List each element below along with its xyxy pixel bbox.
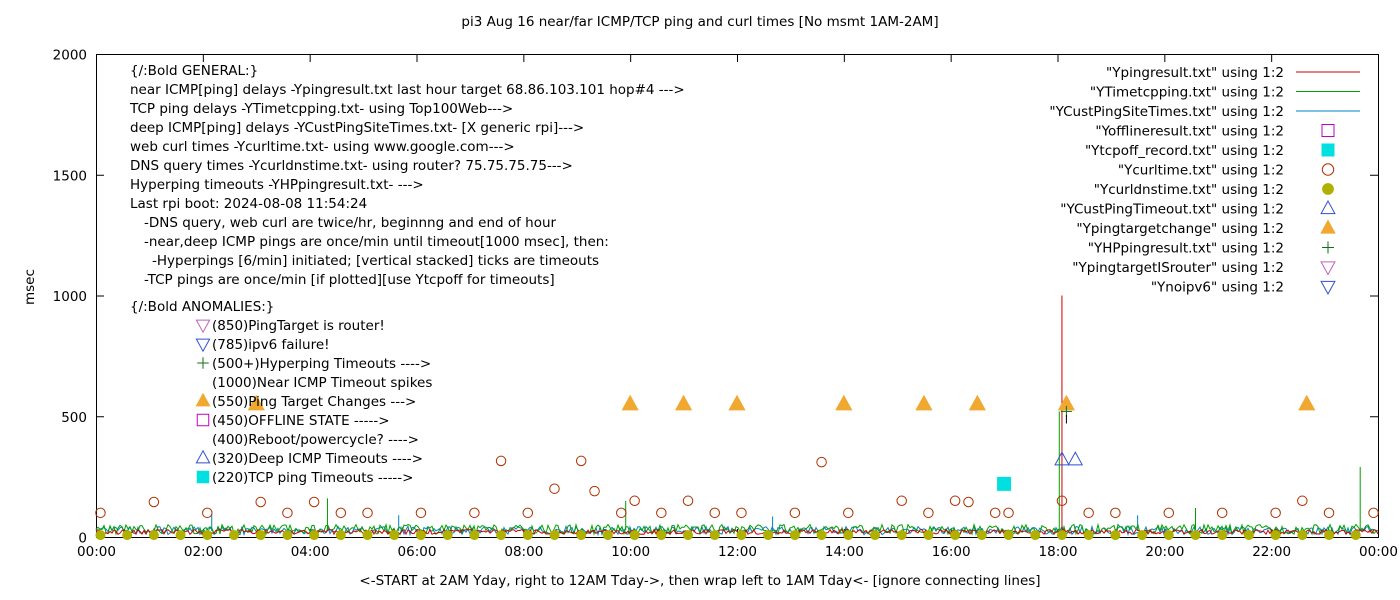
data-marker-circle-filled xyxy=(310,531,319,540)
data-marker-triangle-filled xyxy=(836,396,852,410)
y-tick-label: 2000 xyxy=(52,47,87,64)
annotation-general-line: web curl times -Ycurltime.txt- using www.google.com---> xyxy=(130,139,515,155)
annotation-general-line: deep ICMP[ping] delays -YCustPingSiteTimes.txt- [X generic rpi]---> xyxy=(130,120,585,136)
data-marker-circle-filled xyxy=(951,531,960,540)
legend-label: "YTimetcpping.txt" using 1:2 xyxy=(1089,84,1284,101)
data-marker-circle-open xyxy=(683,496,693,506)
x-tick-label: 04:00 xyxy=(290,544,330,560)
data-marker-circle-filled xyxy=(684,531,693,540)
data-marker-square-filled xyxy=(998,477,1011,490)
data-marker-circle-filled xyxy=(497,531,506,540)
data-marker-circle-filled xyxy=(870,531,879,540)
legend-label: "YHPpingresult.txt" using 1:2 xyxy=(1087,240,1284,257)
data-marker-circle-open xyxy=(550,484,560,494)
legend-label: "Ynoipv6" using 1:2 xyxy=(1150,279,1284,296)
data-marker-circle-filled xyxy=(1323,184,1334,195)
x-tick-label: 08:00 xyxy=(504,544,544,560)
data-marker-triangle-filled xyxy=(970,396,986,410)
data-marker-circle-open xyxy=(1271,508,1281,518)
legend-label: "Ypingresult.txt" using 1:2 xyxy=(1106,65,1284,81)
data-marker-circle-filled xyxy=(1031,531,1040,540)
data-marker-circle-open xyxy=(950,496,960,506)
data-marker-circle-filled xyxy=(924,531,933,540)
data-marker-circle-open xyxy=(523,508,533,518)
data-marker-triangle-open xyxy=(1068,452,1082,465)
data-marker-circle-filled xyxy=(203,531,212,540)
data-marker-circle-open xyxy=(496,456,506,466)
data-marker-circle-open xyxy=(1164,508,1174,518)
data-marker-circle-filled xyxy=(657,531,666,540)
data-marker-circle-filled xyxy=(1325,531,1334,540)
annotation-anomalies-header: {/:Bold ANOMALIES:} xyxy=(130,299,275,315)
data-marker-triangle-filled xyxy=(676,396,692,410)
data-marker-circle-filled xyxy=(630,531,639,540)
annotation-general-note: -DNS query, web curl are twice/hr, beginnng and end of hour xyxy=(144,215,557,231)
y-axis-label: msec xyxy=(22,269,38,305)
legend-label: "YCustPingSiteTimes.txt" using 1:2 xyxy=(1049,104,1284,120)
data-marker-circle-filled xyxy=(1084,531,1093,540)
data-marker-circle-filled xyxy=(416,531,425,540)
data-marker-circle-filled xyxy=(390,531,399,540)
y-tick-label: 1500 xyxy=(52,168,87,185)
data-marker-circle-open xyxy=(630,496,640,506)
annotation-general-note: -near,deep ICMP pings are once/min until timeout[1000 msec], then: xyxy=(144,234,609,250)
data-marker-circle-open xyxy=(790,508,800,518)
data-marker-circle-filled xyxy=(363,531,372,540)
data-marker-triangle-down-open xyxy=(196,339,209,351)
data-marker-circle-filled xyxy=(123,531,132,540)
data-marker-circle-filled xyxy=(897,531,906,540)
x-tick-label: 10:00 xyxy=(611,544,651,560)
x-tick-label: 00:00 xyxy=(1359,544,1398,560)
data-marker-circle-open xyxy=(617,508,627,518)
data-marker-circle-open xyxy=(1298,496,1308,506)
data-marker-circle-open xyxy=(309,497,319,507)
y-tick-label: 1000 xyxy=(52,289,87,305)
legend-label: "Ytcpoff_record.txt" using 1:2 xyxy=(1084,143,1284,159)
annotation-general-note: -Hyperpings [6/min] initiated; [vertical stacked] ticks are timeouts xyxy=(152,253,600,269)
data-marker-circle-open xyxy=(149,497,159,507)
data-marker-circle-filled xyxy=(523,531,532,540)
x-axis-label: <-START at 2AM Yday, right to 12AM Tday->, then wrap left to 1AM Tday<- [ignore connecting lines] xyxy=(359,573,1041,589)
data-marker-circle-open xyxy=(283,508,293,518)
legend-label: "Yofflineresult.txt" using 1:2 xyxy=(1095,123,1284,140)
data-marker-circle-filled xyxy=(96,531,105,540)
data-marker-circle-filled xyxy=(1057,531,1066,540)
data-marker-circle-filled xyxy=(1298,531,1307,540)
data-marker-square-open xyxy=(1322,125,1334,137)
data-marker-triangle-filled xyxy=(196,394,209,406)
data-marker-circle-open xyxy=(470,508,480,518)
data-marker-circle-open xyxy=(1084,508,1094,518)
legend-label: "Ycurldnstime.txt" using 1:2 xyxy=(1093,182,1284,198)
y-tick-label: 0 xyxy=(78,530,87,547)
data-marker-square-filled xyxy=(1322,144,1334,156)
data-marker-circle-open xyxy=(710,508,720,518)
data-marker-triangle-filled xyxy=(1299,396,1315,410)
data-marker-square-open xyxy=(197,414,209,426)
data-marker-circle-filled xyxy=(149,531,158,540)
data-marker-triangle-filled xyxy=(916,396,932,410)
x-tick-label: 06:00 xyxy=(397,544,437,560)
data-marker-plus xyxy=(1322,242,1334,254)
data-marker-circle-open xyxy=(1322,164,1333,175)
x-tick-label: 14:00 xyxy=(824,544,864,560)
data-marker-circle-open xyxy=(737,508,747,518)
data-marker-triangle-open xyxy=(1321,201,1335,214)
data-marker-circle-open xyxy=(897,496,907,506)
data-marker-circle-open xyxy=(576,456,586,466)
data-marker-circle-open xyxy=(1004,508,1014,518)
annotation-general-line: Hyperping timeouts -YHPpingresult.txt- ---> xyxy=(130,177,424,193)
annotation-anomaly-line: (320)Deep ICMP Timeouts ----> xyxy=(212,451,423,467)
annotation-anomaly-line: (450)OFFLINE STATE -----> xyxy=(212,413,390,429)
annotation-anomaly-line: (500+)Hyperping Timeouts ----> xyxy=(212,356,432,372)
annotation-general-line: TCP ping delays -YTimetcpping.txt- using Top100Web---> xyxy=(130,101,514,117)
data-marker-circle-filled xyxy=(1164,531,1173,540)
chart-title: pi3 Aug 16 near/far ICMP/TCP ping and curl times [No msmt 1AM-2AM] xyxy=(461,14,939,30)
x-tick-label: 22:00 xyxy=(1252,544,1292,560)
data-marker-triangle-down-open xyxy=(196,320,209,332)
data-marker-circle-filled xyxy=(550,531,559,540)
annotation-general-header: {/:Bold GENERAL:} xyxy=(130,63,259,79)
annotation-anomaly-line: (850)PingTarget is router! xyxy=(212,318,385,334)
data-marker-circle-filled xyxy=(176,531,185,540)
data-marker-circle-open xyxy=(336,508,346,518)
data-marker-triangle-open xyxy=(196,451,209,463)
data-marker-triangle-filled xyxy=(1321,221,1335,234)
data-marker-circle-filled xyxy=(764,531,773,540)
annotation-anomaly-line: (550)Ping Target Changes ---> xyxy=(212,394,417,410)
data-marker-circle-filled xyxy=(1351,531,1360,540)
data-marker-circle-filled xyxy=(1244,531,1253,540)
data-marker-circle-filled xyxy=(710,531,719,540)
x-tick-label: 12:00 xyxy=(718,544,757,560)
data-marker-circle-filled xyxy=(1111,531,1120,540)
data-marker-triangle-filled xyxy=(729,396,745,410)
legend-label: "Ypingtargetchange" using 1:2 xyxy=(1076,221,1284,237)
data-marker-circle-open xyxy=(1111,508,1121,518)
data-marker-circle-filled xyxy=(470,531,479,540)
data-marker-circle-open xyxy=(844,508,854,518)
annotation-general-line: Last rpi boot: 2024-08-08 11:54:24 xyxy=(130,196,368,212)
data-marker-circle-open xyxy=(203,508,213,518)
data-marker-circle-filled xyxy=(1271,531,1280,540)
annotation-anomaly-line: (785)ipv6 failure! xyxy=(212,337,330,353)
data-marker-circle-open xyxy=(657,508,667,518)
data-marker-circle-filled xyxy=(256,531,265,540)
legend-label: "Ycurltime.txt" using 1:2 xyxy=(1117,162,1284,179)
data-marker-triangle-filled xyxy=(622,396,638,410)
data-marker-circle-open xyxy=(416,508,426,518)
data-marker-triangle-down-open xyxy=(1321,262,1335,275)
annotation-general-line: near ICMP[ping] delays -Ypingresult.txt last hour target 68.86.103.101 hop#4 ---> xyxy=(130,82,685,98)
data-marker-circle-filled xyxy=(229,531,238,540)
annotation-anomaly-line: (1000)Near ICMP Timeout spikes xyxy=(212,375,433,391)
data-marker-circle-open xyxy=(363,508,373,518)
data-marker-triangle-down-open xyxy=(1321,281,1335,294)
data-marker-circle-filled xyxy=(1004,531,1013,540)
data-marker-circle-filled xyxy=(977,531,986,540)
data-marker-circle-filled xyxy=(817,531,826,540)
annotation-general-note: -TCP pings are once/min [if plotted][use Ytcpoff for timeouts] xyxy=(144,272,555,288)
legend-label: "YpingtargetISrouter" using 1:2 xyxy=(1072,260,1284,276)
data-marker-circle-open xyxy=(1369,508,1379,518)
data-marker-circle-open xyxy=(590,486,600,496)
data-marker-circle-filled xyxy=(336,531,345,540)
data-marker-circle-open xyxy=(1217,508,1227,518)
annotation-anomaly-line: (220)TCP ping Timeouts -----> xyxy=(212,470,414,486)
data-marker-circle-filled xyxy=(1218,531,1227,540)
data-marker-circle-open xyxy=(96,508,106,518)
data-marker-circle-filled xyxy=(790,531,799,540)
annotation-anomaly-line: (400)Reboot/powercycle? ----> xyxy=(212,432,419,448)
x-tick-label: 20:00 xyxy=(1145,544,1185,560)
data-marker-circle-open xyxy=(817,457,827,467)
data-marker-circle-open xyxy=(924,508,934,518)
y-tick-label: 500 xyxy=(61,409,87,426)
x-tick-label: 18:00 xyxy=(1038,544,1078,560)
data-marker-circle-filled xyxy=(283,531,292,540)
x-tick-label: 00:00 xyxy=(77,544,116,560)
x-tick-label: 16:00 xyxy=(931,544,971,560)
data-marker-circle-open xyxy=(964,497,974,507)
data-marker-circle-open xyxy=(990,508,1000,518)
annotation-general-line: DNS query times -Ycurldnstime.txt- using router? 75.75.75.75---> xyxy=(130,158,573,174)
data-marker-circle-filled xyxy=(603,531,612,540)
data-marker-circle-open xyxy=(256,497,266,507)
legend-label: "YCustPingTimeout.txt" using 1:2 xyxy=(1060,201,1284,218)
data-marker-plus xyxy=(197,357,209,369)
data-marker-circle-filled xyxy=(737,531,746,540)
data-marker-circle-filled xyxy=(577,531,586,540)
data-marker-square-filled xyxy=(197,471,209,483)
data-marker-circle-filled xyxy=(443,531,452,540)
data-marker-circle-open xyxy=(1324,508,1334,518)
x-tick-label: 02:00 xyxy=(183,544,223,560)
data-marker-circle-filled xyxy=(1138,531,1147,540)
data-marker-circle-filled xyxy=(1191,531,1200,540)
data-marker-circle-filled xyxy=(844,531,853,540)
